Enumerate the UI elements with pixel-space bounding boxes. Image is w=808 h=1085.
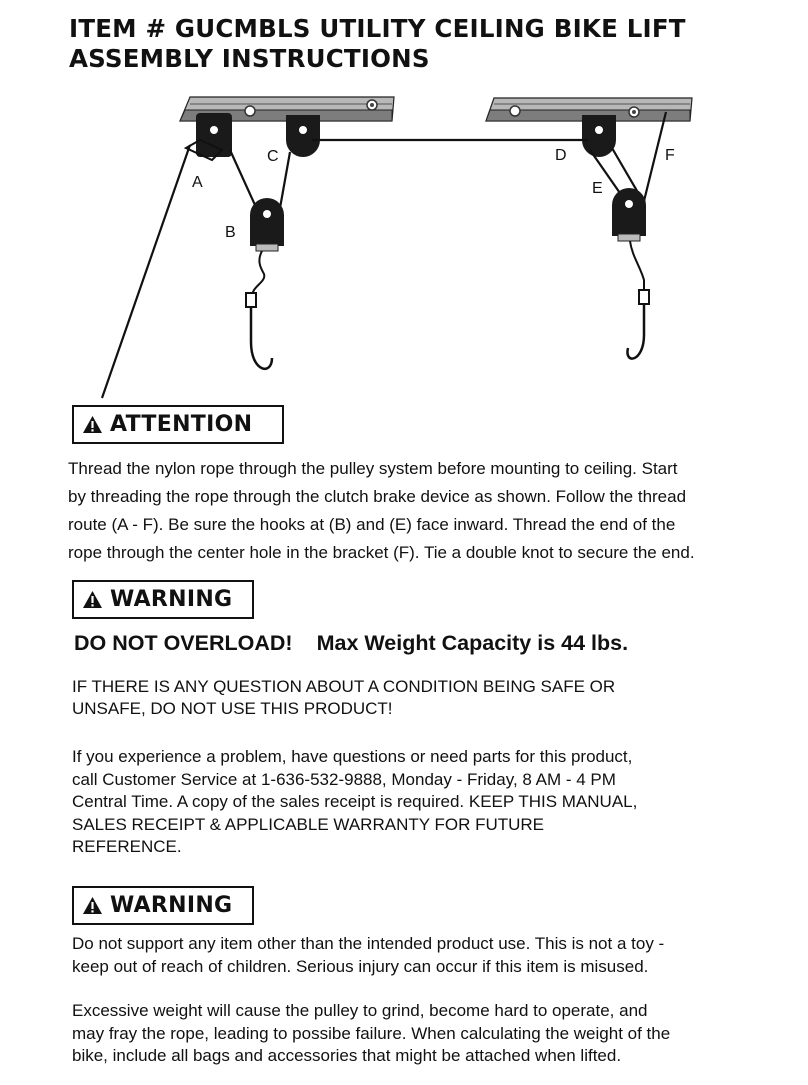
weight-paragraph (72, 1000, 670, 1068)
warning-triangle-icon (82, 590, 103, 609)
pulley-diagram (0, 85, 808, 405)
weight-line: Excessive weight will cause the pulley to grind, become hard to operate, and (72, 1001, 648, 1020)
service-line: SALES RECEIPT & APPLICABLE WARRANTY FOR FUTURE (72, 814, 545, 834)
usage-line: keep out of reach of children. Serious injury can occur if this item is misused. (72, 957, 649, 976)
label-c: C (267, 148, 279, 165)
ceiling-pulley-d (582, 115, 616, 157)
rope (102, 112, 666, 398)
attention-line: by threading the rope through the clutch brake device as shown. Follow the thread (68, 487, 687, 506)
attention-title: ATTENTION (110, 412, 253, 437)
service-line: REFERENCE. (72, 837, 182, 856)
attention-paragraph (68, 455, 695, 567)
label-e: E (592, 180, 603, 197)
service-line: If you experience a problem, have questions or need parts for this product, (72, 747, 633, 766)
attention-badge (72, 405, 284, 444)
usage-line: Do not support any item other than the intended product use. This is not a toy - (72, 934, 665, 953)
label-a: A (192, 174, 203, 191)
hanging-pulley-e (612, 188, 649, 359)
caps-line: UNSAFE, DO NOT USE THIS PRODUCT! (72, 699, 393, 718)
warning-title-2: WARNING (110, 893, 233, 918)
weight-line: may fray the rope, leading to possibe failure. When calculating the weight of the (72, 1023, 671, 1043)
warning-badge-1 (72, 580, 254, 619)
max-weight-text: Max Weight Capacity is 44 lbs. (316, 631, 629, 655)
attention-line: route (A - F). Be sure the hooks at (B) and (E) face inward. Thread the end of the (68, 515, 676, 534)
caps-line: IF THERE IS ANY QUESTION ABOUT A CONDITION BEING SAFE OR (72, 677, 616, 696)
title-line-1: ITEM # GUCMBLS UTILITY CEILING BIKE LIFT (69, 14, 686, 43)
attention-line: Thread the nylon rope through the pulley system before mounting to ceiling. Start (68, 459, 678, 478)
warning-triangle-icon (82, 415, 103, 434)
warning-triangle-icon (82, 896, 103, 915)
attention-line: rope through the center hole in the bracket (F). Tie a double knot to secure the end. (68, 543, 695, 562)
clutch-brake-a (196, 113, 232, 157)
hanging-pulley-b (246, 198, 284, 369)
warning-title-1: WARNING (110, 587, 233, 612)
safety-caps-paragraph (72, 676, 615, 720)
overload-text: DO NOT OVERLOAD! (74, 631, 293, 655)
label-b: B (225, 224, 236, 241)
usage-paragraph (72, 932, 664, 978)
service-line: call Customer Service at 1-636-532-9888, Monday - Friday, 8 AM - 4 PM (72, 769, 616, 789)
title-line-2: ASSEMBLY INSTRUCTIONS (69, 44, 430, 73)
service-line: Central Time. A copy of the sales receipt is required. KEEP THIS MANUAL, (72, 792, 638, 811)
label-d: D (555, 147, 567, 164)
label-f: F (665, 147, 675, 164)
overload-headline (74, 631, 628, 656)
ceiling-pulley-c (286, 115, 320, 157)
customer-service-paragraph (72, 746, 637, 859)
weight-line: bike, include all bags and accessories that might be attached when lifted. (72, 1046, 622, 1065)
warning-badge-2 (72, 886, 254, 925)
page-title (69, 14, 686, 74)
